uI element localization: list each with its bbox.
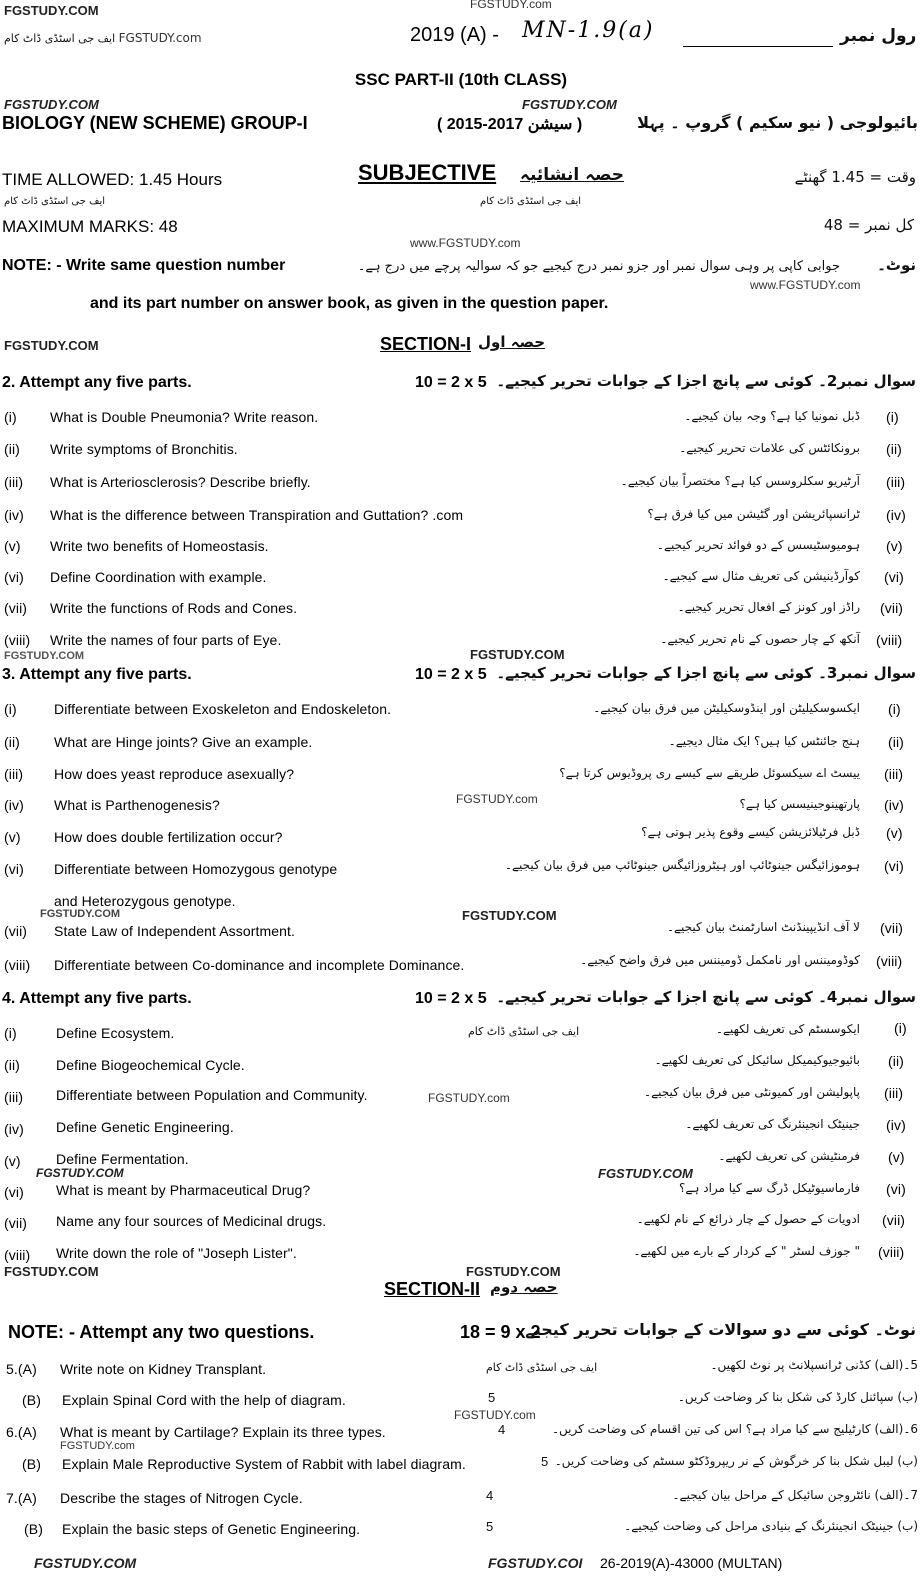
part-number-urdu: (viii) (878, 1244, 905, 1260)
watermark: FGSTUDY.com (470, 0, 552, 11)
part-text-continued: and Heterozygous genotype. (54, 893, 236, 909)
part-number: (ii) (4, 1057, 20, 1073)
watermark-urdu: ایف جی اسٹڈی ڈاٹ کام (480, 196, 582, 207)
part-text: Differentiate between Exoskeleton and Endoskeleton. (54, 701, 392, 717)
part-text: Differentiate between Homozygous genotype (54, 861, 338, 877)
item-text-urdu: 7۔(الف) نائٹروجن سائیکل کے مراحل بیان کیجیے۔ (672, 1488, 918, 1502)
subjective-title-urdu: حصہ انشائیہ (520, 165, 625, 185)
part-number: (v) (4, 538, 21, 554)
part-number: (viii) (4, 632, 31, 648)
watermark-urdu-text: ایف جی اسٹڈی ڈاٹ کام (4, 32, 116, 45)
part-number: (iii) (4, 766, 24, 782)
handwritten-code: MN-1.9(a) (522, 18, 655, 43)
item-marks: 4 (498, 1422, 506, 1437)
item-text: Explain the basic steps of Genetic Engineering. (62, 1521, 361, 1537)
time-urdu: وقت = 1.45 گھنٹے (794, 168, 916, 186)
exam-title: SSC PART-II (10th CLASS) (354, 70, 568, 89)
part-text-urdu: فارماسیوٹیکل ڈرگ سے کیا مراد ہے؟ (678, 1181, 860, 1195)
part-number-urdu: (iii) (884, 766, 904, 782)
watermark: FGSTUDY.COM (4, 1264, 99, 1279)
part-text-urdu: راڈز اور کونز کے افعال تحریر کیجیے۔ (677, 600, 860, 614)
item-text-urdu: (ب) لیبل شکل بنا کر خرگوش کے نر ریپروڈکٹو سسٹم کی وضاحت کریں۔ (554, 1454, 918, 1468)
marks-urdu: کل نمبر = 48 (823, 216, 914, 234)
part-number-urdu: (vi) (884, 858, 904, 874)
note-english-continued: and its part number on answer book, as given in the question paper. (90, 295, 609, 312)
part-number-urdu: (viii) (876, 632, 903, 648)
section-2-note-urdu: نوٹ۔ کوئی سے دو سوالات کے جوابات تحریر کیجیے۔ (515, 1320, 916, 1339)
part-number: (vi) (4, 861, 24, 877)
part-number-urdu: (v) (888, 1149, 905, 1165)
part-text: Write symptoms of Bronchitis. (50, 441, 238, 457)
part-text-urdu: لا آف انڈیپینڈنٹ اسارٹمنٹ بیان کیجیے۔ (666, 920, 860, 934)
part-number: (i) (4, 701, 17, 717)
roll-number-line (683, 46, 833, 47)
part-text-urdu: ہومیوسٹیسس کے دو فوائد تحریر کیجیے۔ (656, 538, 860, 552)
question-3-heading: 3. Attempt any five parts. (2, 666, 192, 683)
section-2-title: SECTION-II (384, 1279, 481, 1299)
watermark: FGSTUDY.com (454, 1408, 536, 1422)
question-2-heading-urdu: سوال نمبر2۔ کوئی سے پانچ اجزا کے جوابات تحریر کیجیے۔ (496, 372, 916, 390)
item-text-urdu: 6۔(الف) کارٹیلیج سے کیا مراد ہے؟ اس کی تین اقسام کی وضاحت کریں۔ (552, 1422, 918, 1436)
item-marks: 5 (541, 1454, 549, 1469)
part-number: (viii) (4, 957, 31, 973)
item-text-urdu: 5۔(الف) کڈنی ٹرانسپلانٹ پر نوٹ لکھیں۔ (710, 1358, 918, 1372)
question-3-heading-urdu: سوال نمبر3۔ کوئی سے پانچ اجزا کے جوابات تحریر کیجیے۔ (496, 664, 916, 682)
section-2-marks: 18 = 9 x 2 (460, 1322, 541, 1342)
part-number: (ii) (4, 734, 20, 750)
part-number-urdu: (viii) (876, 953, 903, 969)
watermark: FGSTUDY.COM (522, 97, 617, 112)
watermark-urdu: ایف جی اسٹڈی ڈاٹ کام (486, 1361, 598, 1374)
part-number-urdu: (i) (894, 1020, 907, 1036)
part-text-urdu: پاپولیشن اور کمیونٹی میں فرق بیان کیجیے۔ (644, 1085, 860, 1099)
part-number-urdu: (ii) (888, 1053, 904, 1069)
part-text-urdu: " جوزف لسٹر " کے کردار کے بارے میں لکھیے۔ (633, 1244, 860, 1258)
part-number: (vi) (4, 1184, 24, 1200)
part-number: (iii) (4, 1089, 24, 1105)
part-number-urdu: (iii) (884, 1085, 904, 1101)
part-text: How does double fertilization occur? (54, 829, 283, 845)
part-text: Differentiate between Population and Community. (56, 1087, 368, 1103)
part-number-urdu: (ii) (886, 441, 902, 457)
watermark: FGSTUDY.com (118, 31, 202, 45)
item-text: Explain Male Reproductive System of Rabbit with label diagram. (62, 1456, 466, 1472)
subject-title-urdu: بائیولوجی ( نیو سکیم ) گروپ ۔ پہلا (637, 113, 918, 132)
part-number: (vi) (4, 569, 24, 585)
section-2-title-urdu: حصہ دوم (490, 1278, 558, 1296)
question-4-marks: 10 = 2 x 5 (415, 990, 487, 1007)
part-text-urdu: ایکسوسکیلیٹن اور اینڈوسکیلیٹن میں فرق بیان کیجیے۔ (593, 701, 860, 715)
part-text-urdu: آرٹیریو سکلروسس کیا ہے؟ مختصراً بیان کیجیے۔ (620, 474, 860, 488)
part-number-urdu: (iv) (886, 1117, 906, 1133)
paper-footer-code: 26-2019(A)-43000 (MULTAN) (600, 1555, 783, 1571)
part-number: (v) (4, 1153, 21, 1169)
subjective-title: SUBJECTIVE (358, 160, 497, 185)
watermark: www.FGSTUDY.com (750, 278, 861, 292)
part-text: State Law of Independent Assortment. (54, 923, 295, 939)
part-number-urdu: (vii) (880, 600, 904, 616)
part-number: (vii) (4, 600, 28, 616)
part-text: What is Parthenogenesis? (54, 797, 220, 813)
item-marks: 5 (486, 1519, 494, 1534)
part-number: (viii) (4, 1247, 31, 1263)
part-number-urdu: (vii) (882, 1212, 906, 1228)
part-number-urdu: (i) (886, 409, 899, 425)
part-text-urdu: کوآرڈینیشن کی تعریف مثال سے کیجیے۔ (662, 569, 860, 583)
item-number: 5.(A) (6, 1361, 37, 1377)
part-number: (iii) (4, 474, 24, 490)
part-number-urdu: (vi) (886, 1181, 906, 1197)
item-number: (B) (24, 1521, 43, 1537)
part-text: Define Biogeochemical Cycle. (56, 1057, 245, 1073)
watermark-urdu: ایف جی اسٹڈی ڈاٹ کام (468, 1025, 580, 1038)
part-text-urdu: فرمنٹیشن کی تعریف لکھیے۔ (718, 1149, 860, 1163)
part-text-urdu: جینیٹک انجینئرنگ کی تعریف لکھیے۔ (685, 1117, 860, 1131)
part-text: Differentiate between Co-dominance and incomplete Dominance. (54, 957, 465, 973)
part-text: Write down the role of "Joseph Lister". (56, 1245, 297, 1261)
part-text-urdu: برونکائٹس کی علامات تحریر کیجیے۔ (679, 441, 860, 455)
item-text: Explain Spinal Cord with the help of diagram. (62, 1392, 346, 1408)
section-2-note: NOTE: - Attempt any two questions. (8, 1322, 315, 1342)
watermark: FGSTUDY.COM (4, 97, 99, 112)
part-text: Define Coordination with example. (50, 569, 267, 585)
part-text-urdu: کوڈومیننس اور نامکمل ڈومیننس میں فرق واضح کیجیے۔ (580, 953, 860, 967)
item-marks: 5 (488, 1390, 496, 1405)
section-1-title-urdu: حصہ اول (478, 333, 546, 351)
part-text: Name any four sources of Medicinal drugs. (56, 1213, 327, 1229)
maximum-marks: MAXIMUM MARKS: 48 (2, 217, 178, 236)
part-number-urdu: (vii) (880, 920, 904, 936)
item-marks: 4 (486, 1488, 494, 1503)
question-3-marks: 10 = 2 x 5 (415, 666, 487, 683)
part-text-urdu: ییسٹ اے سیکسوئل طریقے سے کیسے ری پروڈیوس کرتا ہے؟ (559, 766, 860, 780)
part-number-urdu: (i) (888, 701, 901, 717)
part-number: (i) (4, 409, 17, 425)
item-number: 7.(A) (6, 1490, 37, 1506)
part-number: (vii) (4, 1215, 28, 1231)
watermark: FGSTUDY.com (60, 1440, 135, 1452)
part-number-urdu: (v) (886, 825, 903, 841)
question-2-marks: 10 = 2 x 5 (415, 374, 487, 391)
part-number-urdu: (ii) (888, 734, 904, 750)
item-text: What is meant by Cartilage? Explain its three types. (60, 1424, 386, 1440)
part-number-urdu: (iii) (886, 474, 906, 490)
part-text: Write two benefits of Homeostasis. (50, 538, 269, 554)
watermark: www.FGSTUDY.com (410, 236, 521, 250)
part-number-urdu: (iv) (886, 507, 906, 523)
watermark-urdu (4, 31, 202, 45)
part-text: Define Genetic Engineering. (56, 1119, 234, 1135)
part-number: (iv) (4, 1121, 24, 1137)
part-text-urdu: ڈبل نمونیا کیا ہے؟ وجہ بیان کیجیے۔ (684, 409, 860, 423)
question-2-heading: 2. Attempt any five parts. (2, 374, 192, 391)
part-text: What is meant by Pharmaceutical Drug? (56, 1182, 311, 1198)
watermark: FGSTUDY.com (456, 792, 538, 806)
note-english: NOTE: - Write same question number (2, 257, 286, 274)
part-text: How does yeast reproduce asexually? (54, 766, 295, 782)
part-number: (i) (4, 1025, 17, 1041)
watermark-urdu: ایف جی اسٹڈی ڈاٹ کام (4, 196, 106, 207)
part-number-urdu: (vi) (884, 569, 904, 585)
watermark: FGSTUDY.COM (462, 908, 557, 923)
part-number-urdu: (v) (886, 538, 903, 554)
part-text-urdu: ایکوسسٹم کی تعریف لکھیے۔ (715, 1022, 860, 1036)
part-text: What is Arteriosclerosis? Describe briefly. (50, 474, 311, 490)
part-number: (iv) (4, 507, 24, 523)
part-text-urdu: بائیوجیوکیمیکل سائیکل کی تعریف لکھیے۔ (654, 1053, 860, 1067)
item-text: Describe the stages of Nitrogen Cycle. (60, 1490, 303, 1506)
watermark: FGSTUDY.COM (4, 650, 85, 662)
part-text-urdu: ادویات کے حصول کے چار ذرائع کے نام لکھیے۔ (636, 1212, 860, 1226)
watermark: FGSTUDY.COM (466, 1264, 561, 1279)
part-number: (vii) (4, 923, 28, 939)
watermark: FGSTUDY.COM (4, 338, 99, 353)
session: ( 2015-2017 سیشن ) (437, 116, 583, 133)
part-text: Write the functions of Rods and Cones. (50, 600, 298, 616)
part-text-urdu: ہوموزائیگس جینوٹائپ اور ہیٹروزائیگس جینوٹائپ میں فرق بیان کیجیے۔ (504, 858, 860, 872)
part-text-urdu: پارتھینوجینیسس کیا ہے؟ (739, 797, 860, 811)
watermark: FGSTUDY.COM (36, 1166, 124, 1180)
question-4-heading-urdu: سوال نمبر4۔ کوئی سے پانچ اجزا کے جوابات تحریر کیجیے۔ (496, 988, 916, 1006)
part-text-urdu: ہنج جائنٹس کیا ہیں؟ ایک مثال دیجیے۔ (668, 734, 860, 748)
item-number: (B) (22, 1456, 41, 1472)
part-text: What are Hinge joints? Give an example. (54, 734, 313, 750)
watermark: FGSTUDY.COI (488, 1555, 583, 1571)
watermark: FGSTUDY.COM (40, 908, 121, 920)
watermark: FGSTUDY.COM (598, 1166, 693, 1181)
part-text: What is the difference between Transpiration and Guttation? .com (50, 507, 464, 523)
time-allowed: TIME ALLOWED: 1.45 Hours (2, 170, 223, 189)
part-number: (iv) (4, 797, 24, 813)
part-number: (ii) (4, 441, 20, 457)
part-text: Define Ecosystem. (56, 1025, 175, 1041)
part-text-urdu: آنکھ کے چار حصوں کے نام تحریر کیجیے۔ (660, 632, 860, 646)
watermark: FGSTUDY.com (428, 1091, 510, 1105)
item-text-urdu: (ب) جینیٹک انجینئرنگ کے بنیادی مراحل کی وضاحت کیجیے۔ (624, 1519, 918, 1533)
item-number: 6.(A) (6, 1424, 37, 1440)
part-text: Define Fermentation. (56, 1151, 189, 1167)
item-text: Write note on Kidney Transplant. (60, 1361, 267, 1377)
paper-code: 2019 (A) - (410, 24, 499, 46)
part-number: (v) (4, 829, 21, 845)
watermark: FGSTUDY.COM (470, 647, 565, 662)
note-urdu: جوابی کاپی پر وہی سوال نمبر اور جزو نمبر درج کیجیے جو کہ سوالیہ پرچے میں درج ہے۔ (357, 259, 840, 274)
subject-title: BIOLOGY (NEW SCHEME) GROUP-I (2, 113, 308, 133)
section-1-title: SECTION-I (380, 334, 472, 354)
part-text-urdu: ٹرانسپائریشن اور گٹیشن میں کیا فرق ہے؟ (647, 507, 860, 521)
question-4-heading: 4. Attempt any five parts. (2, 990, 192, 1007)
part-text-urdu: ڈبل فرٹیلائزیشن کیسے وقوع پذیر ہوتی ہے؟ (641, 825, 860, 839)
note-label-urdu: نوٹ۔ (877, 256, 916, 274)
watermark: FGSTUDY.COM (4, 3, 99, 18)
part-text: What is Double Pneumonia? Write reason. (50, 409, 319, 425)
item-text-urdu: (ب) سپائنل کارڈ کی شکل بنا کر وضاحت کریں۔ (677, 1390, 918, 1404)
item-number: (B) (22, 1392, 41, 1408)
part-number-urdu: (iv) (884, 797, 904, 813)
part-text: Write the names of four parts of Eye. (50, 632, 282, 648)
watermark: FGSTUDY.COM (34, 1555, 137, 1571)
roll-number-label: رول نمبر (840, 26, 917, 46)
